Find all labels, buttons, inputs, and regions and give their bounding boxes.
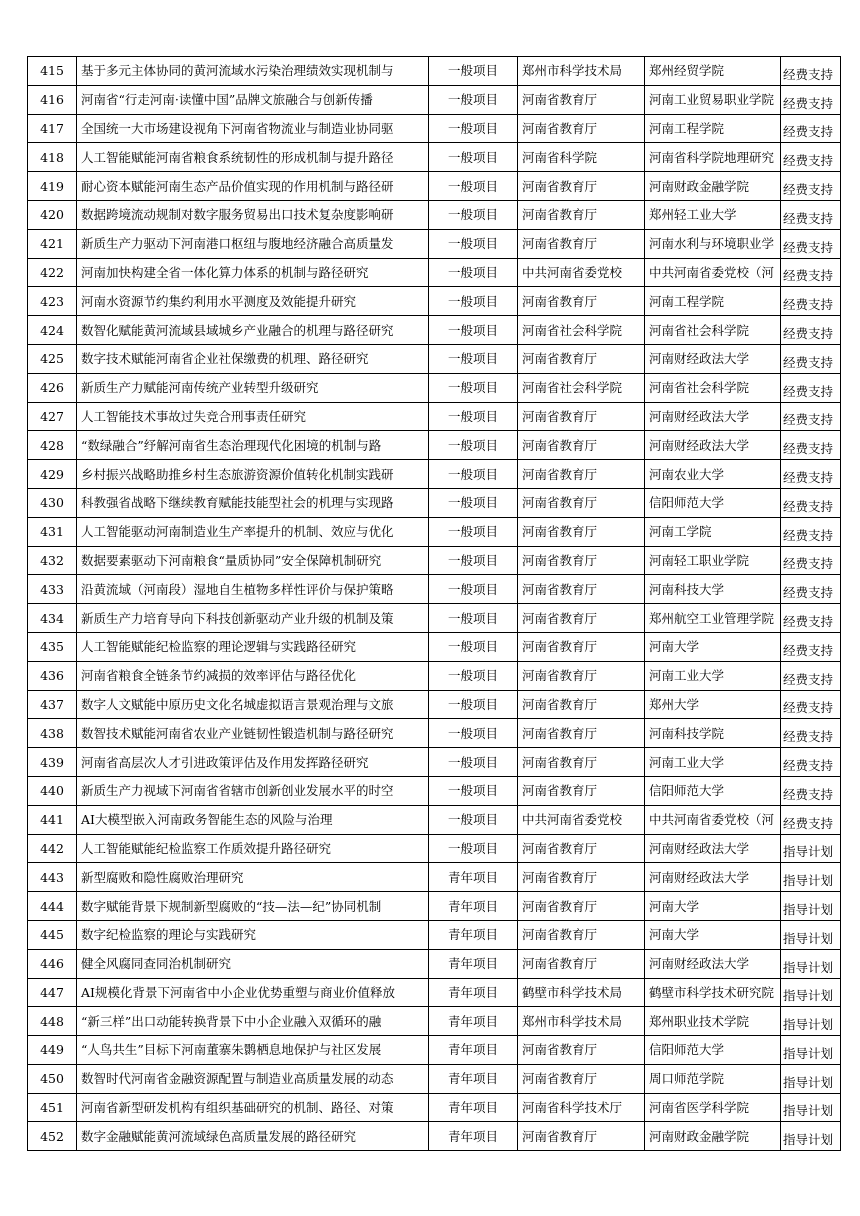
table-body — [28, 57, 841, 1151]
row-number: 430 — [28, 488, 77, 517]
applicant-unit: 河南工学院 — [645, 517, 781, 546]
project-category: 一般项目 — [429, 632, 518, 661]
project-category: 青年项目 — [429, 863, 518, 892]
applicant-unit: 河南省科学院地理研究 — [645, 143, 781, 172]
supervising-department: 河南省教育厅 — [518, 892, 645, 921]
row-number: 431 — [28, 517, 77, 546]
project-title: 人工智能赋能纪检监察工作质效提升路径研究 — [77, 834, 429, 863]
supervising-department: 河南省教育厅 — [518, 460, 645, 489]
project-category: 青年项目 — [429, 1122, 518, 1151]
project-category: 一般项目 — [429, 834, 518, 863]
row-number: 436 — [28, 661, 77, 690]
funding-type: 经费支持 — [781, 229, 841, 258]
supervising-department: 河南省教育厅 — [518, 719, 645, 748]
supervising-department: 河南省教育厅 — [518, 863, 645, 892]
row-number: 425 — [28, 344, 77, 373]
funding-type: 经费支持 — [781, 143, 841, 172]
row-number: 422 — [28, 258, 77, 287]
supervising-department: 河南省教育厅 — [518, 690, 645, 719]
supervising-department: 河南省教育厅 — [518, 949, 645, 978]
table-row — [28, 892, 841, 921]
funding-type: 经费支持 — [781, 402, 841, 431]
table-row — [28, 258, 841, 287]
row-number: 424 — [28, 316, 77, 345]
table-row — [28, 373, 841, 402]
project-title: 数据跨境流动规制对数字服务贸易出口技术复杂度影响研 — [77, 200, 429, 229]
funding-type: 经费支持 — [781, 719, 841, 748]
row-number: 447 — [28, 978, 77, 1007]
project-category: 一般项目 — [429, 431, 518, 460]
table-row — [28, 604, 841, 633]
applicant-unit: 中共河南省委党校（河 — [645, 805, 781, 834]
supervising-department: 河南省教育厅 — [518, 287, 645, 316]
applicant-unit: 信阳师范大学 — [645, 776, 781, 805]
project-title: 数字金融赋能黄河流域绿色高质量发展的路径研究 — [77, 1122, 429, 1151]
project-category: 一般项目 — [429, 402, 518, 431]
row-number: 452 — [28, 1122, 77, 1151]
row-number: 429 — [28, 460, 77, 489]
table-row — [28, 1122, 841, 1151]
project-title: 乡村振兴战略助推乡村生态旅游资源价值转化机制实践研 — [77, 460, 429, 489]
table-row — [28, 200, 841, 229]
row-number: 415 — [28, 57, 77, 86]
supervising-department: 河南省科学院 — [518, 143, 645, 172]
funding-type: 经费支持 — [781, 344, 841, 373]
funding-type: 指导计划 — [781, 863, 841, 892]
project-category: 青年项目 — [429, 1093, 518, 1122]
project-category: 青年项目 — [429, 1036, 518, 1065]
funding-type: 经费支持 — [781, 172, 841, 201]
project-title: 沿黄流域（河南段）湿地自生植物多样性评价与保护策略 — [77, 575, 429, 604]
funding-type: 经费支持 — [781, 431, 841, 460]
project-title: 人工智能赋能河南省粮食系统韧性的形成机制与提升路径 — [77, 143, 429, 172]
applicant-unit: 河南科技学院 — [645, 719, 781, 748]
funding-type: 经费支持 — [781, 85, 841, 114]
applicant-unit: 河南财政金融学院 — [645, 1122, 781, 1151]
table-row — [28, 920, 841, 949]
project-category: 一般项目 — [429, 488, 518, 517]
funding-type: 经费支持 — [781, 661, 841, 690]
table-row — [28, 1007, 841, 1036]
funding-type: 经费支持 — [781, 517, 841, 546]
supervising-department: 河南省教育厅 — [518, 776, 645, 805]
project-category: 一般项目 — [429, 460, 518, 489]
funding-type: 指导计划 — [781, 1007, 841, 1036]
supervising-department: 鹤壁市科学技术局 — [518, 978, 645, 1007]
funding-type: 指导计划 — [781, 978, 841, 1007]
supervising-department: 郑州市科学技术局 — [518, 57, 645, 86]
applicant-unit: 河南工业大学 — [645, 661, 781, 690]
row-number: 450 — [28, 1064, 77, 1093]
supervising-department: 河南省教育厅 — [518, 632, 645, 661]
supervising-department: 河南省教育厅 — [518, 172, 645, 201]
applicant-unit: 信阳师范大学 — [645, 1036, 781, 1065]
row-number: 442 — [28, 834, 77, 863]
supervising-department: 河南省教育厅 — [518, 546, 645, 575]
funding-type: 指导计划 — [781, 949, 841, 978]
table-row — [28, 287, 841, 316]
table-row — [28, 172, 841, 201]
project-category: 一般项目 — [429, 85, 518, 114]
project-category: 一般项目 — [429, 229, 518, 258]
project-category: 青年项目 — [429, 920, 518, 949]
supervising-department: 河南省教育厅 — [518, 488, 645, 517]
applicant-unit: 郑州经贸学院 — [645, 57, 781, 86]
table-row — [28, 431, 841, 460]
project-title: “数绿融合”纾解河南省生态治理现代化困境的机制与路 — [77, 431, 429, 460]
row-number: 437 — [28, 690, 77, 719]
project-category: 青年项目 — [429, 1064, 518, 1093]
row-number: 445 — [28, 920, 77, 949]
row-number: 433 — [28, 575, 77, 604]
project-title: 数智时代河南省金融资源配置与制造业高质量发展的动态 — [77, 1064, 429, 1093]
applicant-unit: 河南大学 — [645, 920, 781, 949]
supervising-department: 中共河南省委党校 — [518, 805, 645, 834]
supervising-department: 河南省教育厅 — [518, 229, 645, 258]
table-row — [28, 719, 841, 748]
row-number: 420 — [28, 200, 77, 229]
project-title: 基于多元主体协同的黄河流域水污染治理绩效实现机制与 — [77, 57, 429, 86]
project-title: 新型腐败和隐性腐败治理研究 — [77, 863, 429, 892]
table-row — [28, 114, 841, 143]
applicant-unit: 河南大学 — [645, 632, 781, 661]
applicant-unit: 周口师范学院 — [645, 1064, 781, 1093]
table-row — [28, 575, 841, 604]
project-category: 一般项目 — [429, 200, 518, 229]
project-title: 人工智能技术事故过失竞合刑事责任研究 — [77, 402, 429, 431]
project-category: 一般项目 — [429, 258, 518, 287]
project-category: 一般项目 — [429, 776, 518, 805]
applicant-unit: 河南水利与环境职业学 — [645, 229, 781, 258]
project-category: 一般项目 — [429, 690, 518, 719]
applicant-unit: 河南财经政法大学 — [645, 431, 781, 460]
supervising-department: 河南省教育厅 — [518, 1064, 645, 1093]
project-category: 一般项目 — [429, 517, 518, 546]
funding-type: 经费支持 — [781, 805, 841, 834]
project-category: 青年项目 — [429, 978, 518, 1007]
applicant-unit: 河南省社会科学院 — [645, 316, 781, 345]
project-category: 一般项目 — [429, 114, 518, 143]
applicant-unit: 河南财经政法大学 — [645, 949, 781, 978]
funding-type: 经费支持 — [781, 632, 841, 661]
project-category: 一般项目 — [429, 575, 518, 604]
project-title: 新质生产力赋能河南传统产业转型升级研究 — [77, 373, 429, 402]
project-title: 河南省粮食全链条节约减损的效率评估与路径优化 — [77, 661, 429, 690]
applicant-unit: 河南工业大学 — [645, 748, 781, 777]
table-row — [28, 316, 841, 345]
supervising-department: 河南省教育厅 — [518, 920, 645, 949]
applicant-unit: 河南工程学院 — [645, 114, 781, 143]
row-number: 421 — [28, 229, 77, 258]
supervising-department: 河南省教育厅 — [518, 1122, 645, 1151]
project-category: 一般项目 — [429, 287, 518, 316]
project-category: 青年项目 — [429, 892, 518, 921]
row-number: 418 — [28, 143, 77, 172]
table-row — [28, 632, 841, 661]
applicant-unit: 河南财经政法大学 — [645, 344, 781, 373]
row-number: 435 — [28, 632, 77, 661]
project-table — [27, 56, 841, 1151]
table-row — [28, 229, 841, 258]
supervising-department: 河南省教育厅 — [518, 85, 645, 114]
project-title: “新三样”出口动能转换背景下中小企业融入双循环的融 — [77, 1007, 429, 1036]
row-number: 440 — [28, 776, 77, 805]
applicant-unit: 中共河南省委党校（河 — [645, 258, 781, 287]
funding-type: 经费支持 — [781, 776, 841, 805]
table-row — [28, 748, 841, 777]
supervising-department: 河南省教育厅 — [518, 1036, 645, 1065]
table-row — [28, 488, 841, 517]
project-title: 数智技术赋能河南省农业产业链韧性锻造机制与路径研究 — [77, 719, 429, 748]
table-row — [28, 85, 841, 114]
project-category: 一般项目 — [429, 805, 518, 834]
project-category: 一般项目 — [429, 57, 518, 86]
funding-type: 经费支持 — [781, 258, 841, 287]
row-number: 438 — [28, 719, 77, 748]
project-title: 科教强省战略下继续教育赋能技能型社会的机理与实现路 — [77, 488, 429, 517]
funding-type: 经费支持 — [781, 200, 841, 229]
table-row — [28, 776, 841, 805]
table-row — [28, 1093, 841, 1122]
applicant-unit: 河南轻工职业学院 — [645, 546, 781, 575]
funding-type: 指导计划 — [781, 1093, 841, 1122]
funding-type: 经费支持 — [781, 690, 841, 719]
row-number: 417 — [28, 114, 77, 143]
applicant-unit: 河南财经政法大学 — [645, 834, 781, 863]
project-category: 一般项目 — [429, 143, 518, 172]
project-category: 一般项目 — [429, 546, 518, 575]
project-title: 河南水资源节约集约利用水平测度及效能提升研究 — [77, 287, 429, 316]
project-title: 人工智能驱动河南制造业生产率提升的机制、效应与优化 — [77, 517, 429, 546]
project-category: 一般项目 — [429, 172, 518, 201]
applicant-unit: 河南工程学院 — [645, 287, 781, 316]
project-title: 数字纪检监察的理论与实践研究 — [77, 920, 429, 949]
project-title: 数智化赋能黄河流域县域城乡产业融合的机理与路径研究 — [77, 316, 429, 345]
project-category: 一般项目 — [429, 748, 518, 777]
applicant-unit: 河南财政金融学院 — [645, 172, 781, 201]
table-row — [28, 402, 841, 431]
row-number: 446 — [28, 949, 77, 978]
project-category: 一般项目 — [429, 344, 518, 373]
funding-type: 经费支持 — [781, 604, 841, 633]
table-row — [28, 517, 841, 546]
funding-type: 指导计划 — [781, 1122, 841, 1151]
supervising-department: 河南省社会科学院 — [518, 316, 645, 345]
supervising-department: 河南省教育厅 — [518, 344, 645, 373]
applicant-unit: 河南工业贸易职业学院 — [645, 85, 781, 114]
supervising-department: 河南省社会科学院 — [518, 373, 645, 402]
row-number: 449 — [28, 1036, 77, 1065]
supervising-department: 河南省教育厅 — [518, 114, 645, 143]
project-category: 青年项目 — [429, 949, 518, 978]
applicant-unit: 河南科技大学 — [645, 575, 781, 604]
row-number: 426 — [28, 373, 77, 402]
project-title: 耐心资本赋能河南生态产品价值实现的作用机制与路径研 — [77, 172, 429, 201]
supervising-department: 河南省教育厅 — [518, 661, 645, 690]
funding-type: 经费支持 — [781, 57, 841, 86]
applicant-unit: 河南大学 — [645, 892, 781, 921]
project-title: “人鸟共生”目标下河南董寨朱鹮栖息地保护与社区发展 — [77, 1036, 429, 1065]
project-title: 河南省“行走河南·读懂中国”品牌文旅融合与创新传播 — [77, 85, 429, 114]
applicant-unit: 郑州轻工业大学 — [645, 200, 781, 229]
row-number: 428 — [28, 431, 77, 460]
table-row — [28, 690, 841, 719]
applicant-unit: 河南财经政法大学 — [645, 863, 781, 892]
project-title: 人工智能赋能纪检监察的理论逻辑与实践路径研究 — [77, 632, 429, 661]
funding-type: 经费支持 — [781, 546, 841, 575]
applicant-unit: 河南农业大学 — [645, 460, 781, 489]
applicant-unit: 河南省医学科学院 — [645, 1093, 781, 1122]
row-number: 427 — [28, 402, 77, 431]
applicant-unit: 郑州航空工业管理学院 — [645, 604, 781, 633]
table-row — [28, 1064, 841, 1093]
row-number: 444 — [28, 892, 77, 921]
applicant-unit: 河南财经政法大学 — [645, 402, 781, 431]
project-title: AI规模化背景下河南省中小企业优势重塑与商业价值释放 — [77, 978, 429, 1007]
supervising-department: 河南省教育厅 — [518, 517, 645, 546]
project-title: 数字人文赋能中原历史文化名城虚拟语言景观治理与文旅 — [77, 690, 429, 719]
row-number: 434 — [28, 604, 77, 633]
table-row — [28, 57, 841, 86]
row-number: 451 — [28, 1093, 77, 1122]
supervising-department: 河南省教育厅 — [518, 575, 645, 604]
project-title: 新质生产力驱动下河南港口枢纽与腹地经济融合高质量发 — [77, 229, 429, 258]
supervising-department: 郑州市科学技术局 — [518, 1007, 645, 1036]
funding-type: 指导计划 — [781, 1064, 841, 1093]
table-row — [28, 661, 841, 690]
applicant-unit: 河南省社会科学院 — [645, 373, 781, 402]
table-row — [28, 143, 841, 172]
table-row — [28, 863, 841, 892]
table-row — [28, 834, 841, 863]
project-title: 数据要素驱动下河南粮食“量质协同”安全保障机制研究 — [77, 546, 429, 575]
supervising-department: 河南省科学技术厅 — [518, 1093, 645, 1122]
supervising-department: 河南省教育厅 — [518, 604, 645, 633]
funding-type: 经费支持 — [781, 575, 841, 604]
applicant-unit: 信阳师范大学 — [645, 488, 781, 517]
supervising-department: 河南省教育厅 — [518, 834, 645, 863]
applicant-unit: 郑州大学 — [645, 690, 781, 719]
project-title: 新质生产力培育导向下科技创新驱动产业升级的机制及策 — [77, 604, 429, 633]
project-category: 一般项目 — [429, 373, 518, 402]
project-title: 河南省高层次人才引进政策评估及作用发挥路径研究 — [77, 748, 429, 777]
funding-type: 经费支持 — [781, 373, 841, 402]
project-title: 河南加快构建全省一体化算力体系的机制与路径研究 — [77, 258, 429, 287]
funding-type: 指导计划 — [781, 834, 841, 863]
project-category: 青年项目 — [429, 1007, 518, 1036]
row-number: 439 — [28, 748, 77, 777]
row-number: 416 — [28, 85, 77, 114]
project-title: 新质生产力视域下河南省省辖市创新创业发展水平的时空 — [77, 776, 429, 805]
funding-type: 经费支持 — [781, 488, 841, 517]
table-row — [28, 1036, 841, 1065]
supervising-department: 河南省教育厅 — [518, 748, 645, 777]
funding-type: 经费支持 — [781, 114, 841, 143]
project-title: AI大模型嵌入河南政务智能生态的风险与治理 — [77, 805, 429, 834]
row-number: 448 — [28, 1007, 77, 1036]
table-row — [28, 949, 841, 978]
row-number: 443 — [28, 863, 77, 892]
funding-type: 经费支持 — [781, 287, 841, 316]
table-row — [28, 344, 841, 373]
funding-type: 经费支持 — [781, 748, 841, 777]
funding-type: 指导计划 — [781, 1036, 841, 1065]
project-title: 健全风腐同查同治机制研究 — [77, 949, 429, 978]
funding-type: 经费支持 — [781, 460, 841, 489]
project-category: 一般项目 — [429, 719, 518, 748]
supervising-department: 河南省教育厅 — [518, 200, 645, 229]
table-row — [28, 978, 841, 1007]
row-number: 432 — [28, 546, 77, 575]
applicant-unit: 郑州职业技术学院 — [645, 1007, 781, 1036]
project-category: 一般项目 — [429, 316, 518, 345]
funding-type: 经费支持 — [781, 316, 841, 345]
funding-type: 指导计划 — [781, 892, 841, 921]
row-number: 423 — [28, 287, 77, 316]
supervising-department: 中共河南省委党校 — [518, 258, 645, 287]
funding-type: 指导计划 — [781, 920, 841, 949]
project-category: 一般项目 — [429, 661, 518, 690]
supervising-department: 河南省教育厅 — [518, 402, 645, 431]
applicant-unit: 鹤壁市科学技术研究院 — [645, 978, 781, 1007]
row-number: 419 — [28, 172, 77, 201]
project-title: 数字赋能背景下规制新型腐败的“技—法—纪”协同机制 — [77, 892, 429, 921]
table-row — [28, 546, 841, 575]
project-title: 河南省新型研发机构有组织基础研究的机制、路径、对策 — [77, 1093, 429, 1122]
row-number: 441 — [28, 805, 77, 834]
project-title: 全国统一大市场建设视角下河南省物流业与制造业协同驱 — [77, 114, 429, 143]
project-category: 一般项目 — [429, 604, 518, 633]
table-row — [28, 805, 841, 834]
supervising-department: 河南省教育厅 — [518, 431, 645, 460]
project-title: 数字技术赋能河南省企业社保缴费的机理、路径研究 — [77, 344, 429, 373]
table-row — [28, 460, 841, 489]
